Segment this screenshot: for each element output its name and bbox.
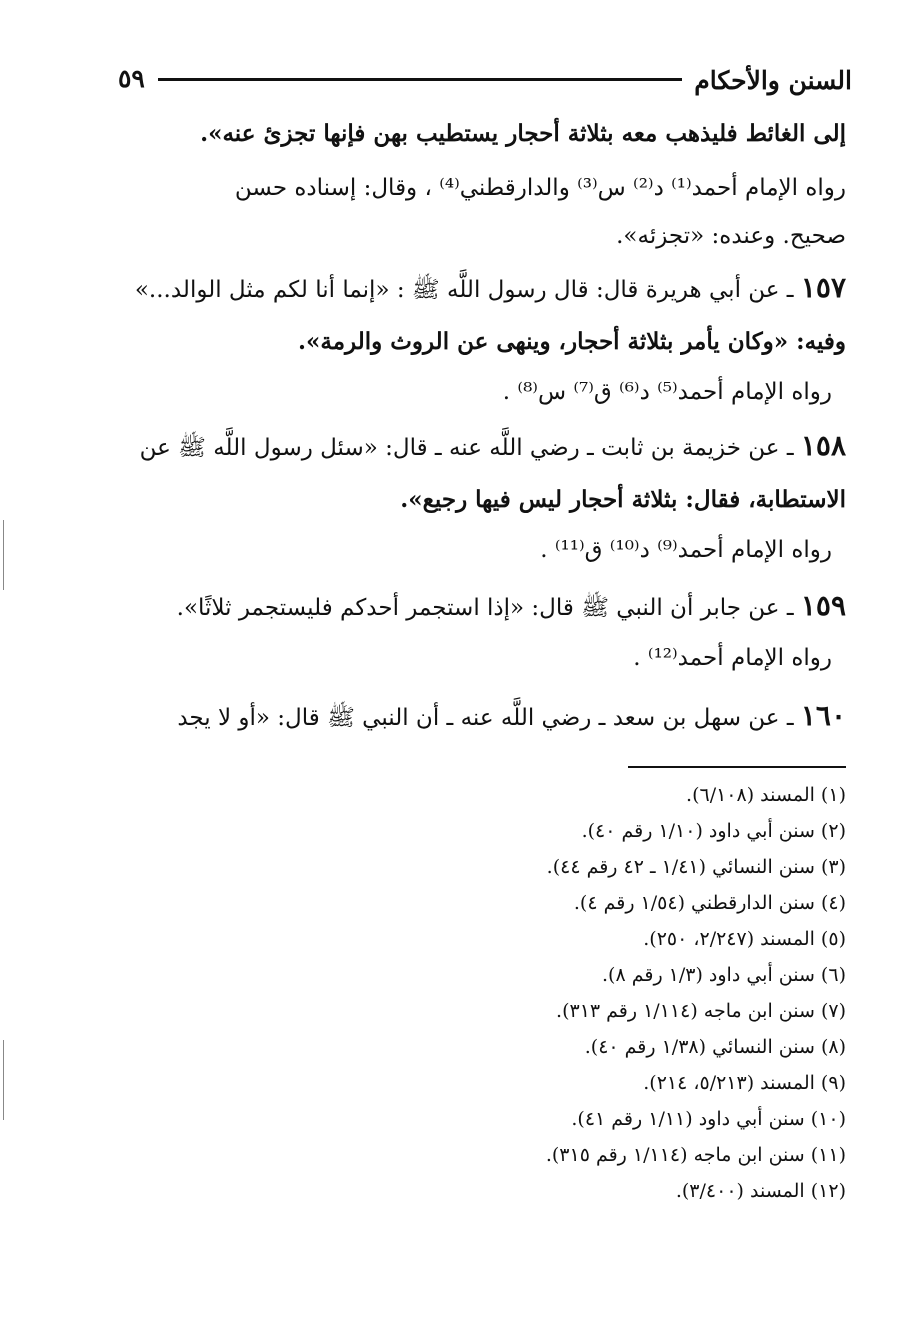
hadith-text: ـ عن سهل بن سعد ـ رضي اللَّه عنه ـ أن النبي ﷺ قال: «أو لا يجد: [177, 705, 801, 731]
hadith-text: ـ عن خزيمة بن ثابت ـ رضي اللَّه عنه ـ قال: «سئل رسول اللَّه ﷺ عن: [139, 435, 801, 461]
hadith-number: ١٥٨: [800, 429, 846, 462]
paragraph-line: الاستطابة، فقال: بثلاثة أحجار ليس فيها رجيع».: [400, 486, 846, 513]
scan-edge-mark: [3, 1040, 4, 1120]
paragraph-line: إلى الغائط فليذهب معه بثلاثة أحجار يستطيب بهن فإنها تجزئ عنه».: [200, 120, 846, 147]
hadith-158-heading: [72, 428, 846, 466]
hadith-159-heading: [72, 588, 846, 626]
page-number: ٥٩: [118, 64, 145, 93]
footnote: (١) المسند (٦/١٠٨).: [686, 784, 846, 806]
footnote-separator: [628, 766, 846, 768]
hadith-text: ـ عن جابر أن النبي ﷺ قال: «إذا استجمر أحدكم فليستجمر ثلاثًا».: [176, 595, 801, 621]
citation-line: رواه الإمام أحمد⁽⁵⁾ د⁽⁶⁾ ق⁽⁷⁾ س⁽⁸⁾ .: [502, 379, 832, 405]
paragraph-line: وفيه: «وكان يأمر بثلاثة أحجار، وينهى عن الروث والرمة».: [298, 328, 846, 355]
scan-edge-mark: [3, 520, 4, 590]
footnote: (٩) المسند (٥/٢١٣، ٢١٤).: [643, 1072, 846, 1094]
running-title: السنن والأحكام: [694, 66, 852, 95]
hadith-text: ـ عن أبي هريرة قال: قال رسول اللَّه ﷺ : «إنما أنا لكم مثل الوالد...»: [134, 277, 801, 303]
hadith-160-heading: [72, 698, 846, 736]
footnote: (١١) سنن ابن ماجه (١/١١٤ رقم ٣١٥).: [545, 1144, 846, 1166]
hadith-number: ١٦٠: [800, 699, 846, 732]
footnote: (٣) سنن النسائي (١/٤١ ـ ٤٢ رقم ٤٤).: [546, 856, 846, 878]
footnote: (٤) سنن الدارقطني (١/٥٤ رقم ٤).: [573, 892, 846, 914]
footnote: (١٢) المسند (٣/٤٠٠).: [675, 1180, 846, 1202]
footnote: (٦) سنن أبي داود (١/٣ رقم ٨).: [602, 964, 846, 986]
footnote: (٧) سنن ابن ماجه (١/١١٤ رقم ٣١٣).: [556, 1000, 846, 1022]
citation-line: رواه الإمام أحمد⁽¹⁾ د⁽²⁾ س⁽³⁾ والدارقطني⁽⁴⁾ ، وقال: إسناده حسن: [234, 175, 846, 201]
hadith-157-heading: [72, 270, 846, 308]
citation-line: رواه الإمام أحمد⁽¹²⁾ .: [633, 645, 832, 671]
footnote: (٢) سنن أبي داود (١/١٠ رقم ٤٠).: [581, 820, 846, 842]
footnote: (١٠) سنن أبي داود (١/١١ رقم ٤١).: [571, 1108, 846, 1130]
paragraph-line: صحيح. وعنده: «تجزئه».: [616, 223, 846, 249]
hadith-number: ١٥٩: [800, 589, 846, 622]
footnote: (٥) المسند (٢/٢٤٧، ٢٥٠).: [643, 928, 846, 950]
hadith-number: ١٥٧: [800, 271, 846, 304]
header-rule: [158, 78, 682, 81]
citation-line: رواه الإمام أحمد⁽⁹⁾ د⁽¹⁰⁾ ق⁽¹¹⁾ .: [540, 537, 832, 563]
footnote: (٨) سنن النسائي (١/٣٨ رقم ٤٠).: [584, 1036, 846, 1058]
running-header: [118, 64, 852, 104]
